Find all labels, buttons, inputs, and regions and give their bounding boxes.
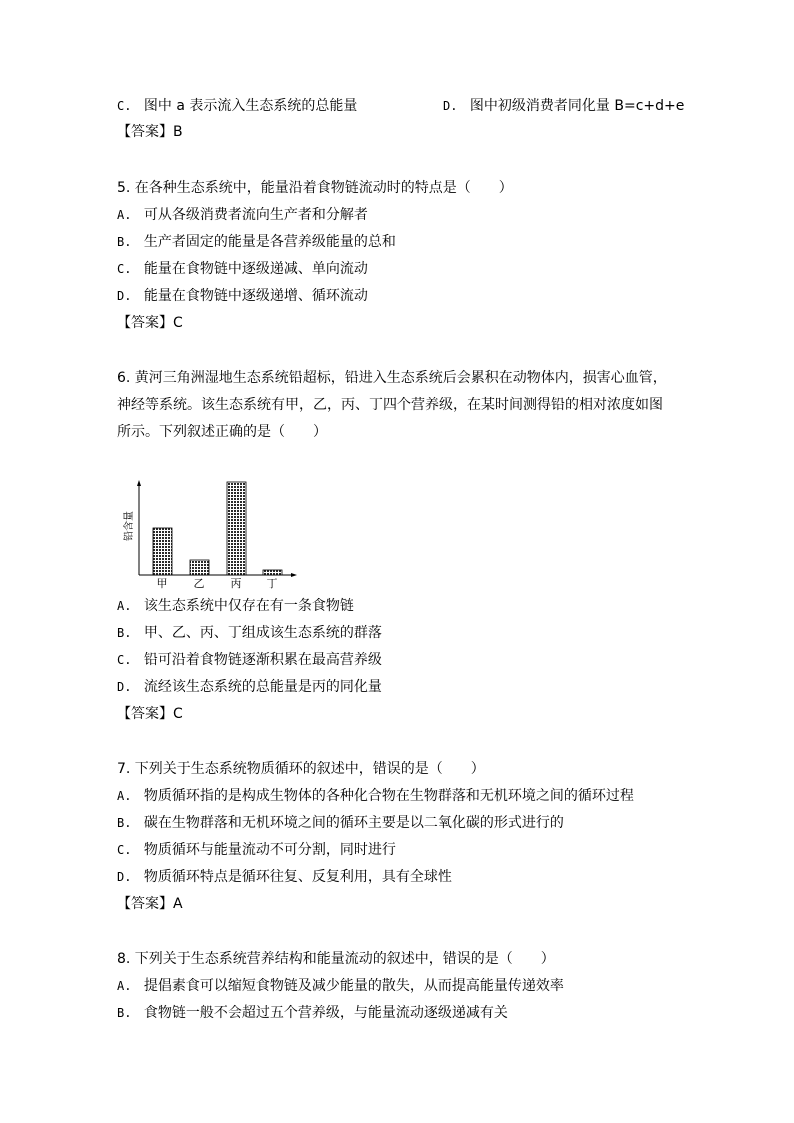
q7-option-a xyxy=(117,787,634,805)
option-label: A. xyxy=(117,979,132,993)
option-text: 物质循环指的是构成生物体的各种化合物在生物群落和无机环境之间的循环过程 xyxy=(143,788,634,804)
q8-option-b xyxy=(117,1004,508,1022)
option-label: C. xyxy=(117,843,132,857)
q6-option-d xyxy=(117,678,382,696)
option-text: 流经该生态系统的总能量是丙的同化量 xyxy=(143,679,382,695)
q5-option-a xyxy=(117,206,368,224)
q4-answer: 【答案】B xyxy=(117,124,183,140)
option-text: 可从各级消费者流向生产者和分解者 xyxy=(143,207,368,223)
bar-ding xyxy=(263,570,282,575)
q5-stem: 5. 在各种生态系统中，能量沿着食物链流动时的特点是（ ） xyxy=(117,180,513,196)
q7-option-b xyxy=(117,814,564,832)
option-label: A. xyxy=(117,208,132,222)
option-label: B. xyxy=(117,1006,132,1020)
option-text: 能量在食物链中逐级递增、循环流动 xyxy=(143,288,368,304)
option-label: D. xyxy=(117,870,132,884)
option-label: A. xyxy=(117,599,132,613)
option-text: 该生态系统中仅存在有一条食物链 xyxy=(143,598,354,614)
bar-jia xyxy=(153,528,172,575)
x-tick-label: 甲 xyxy=(156,577,168,590)
q8-option-a xyxy=(117,977,564,995)
q8-stem: 8. 下列关于生态系统营养结构和能量流动的叙述中，错误的是（ ） xyxy=(117,951,555,967)
option-text: 图中初级消费者同化量 B=c+d+e xyxy=(469,98,685,114)
option-label: D. xyxy=(117,289,132,303)
option-label: D. xyxy=(443,99,458,113)
option-text: 碳在生物群落和无机环境之间的循环主要是以二氧化碳的形式进行的 xyxy=(143,815,564,831)
option-text: 甲、乙、丙、丁组成该生态系统的群落 xyxy=(143,625,382,641)
q6-option-c xyxy=(117,651,382,669)
option-text: 能量在食物链中逐级递减、单向流动 xyxy=(143,261,368,277)
y-axis-label: 铅含量 xyxy=(124,511,135,541)
q6-answer: 【答案】C xyxy=(117,706,183,722)
x-tick-label: 丙 xyxy=(230,577,242,590)
q5-answer: 【答案】C xyxy=(117,315,183,331)
option-label: C. xyxy=(117,99,132,113)
bar-bing xyxy=(227,482,246,575)
q7-option-d xyxy=(117,868,452,886)
lead-concentration-bar-chart xyxy=(115,470,305,590)
q6-stem-line-2: 神经等系统。该生态系统有甲，乙，丙、丁四个营养级，在某时间测得铅的相对浓度如图 xyxy=(117,397,663,413)
option-label: C. xyxy=(117,262,132,276)
option-label: C. xyxy=(117,653,132,667)
q6-option-b xyxy=(117,624,382,642)
q6-option-a xyxy=(117,597,354,615)
option-text: 物质循环特点是循环往复、反复利用，具有全球性 xyxy=(143,869,452,885)
x-tick-label: 丁 xyxy=(266,577,278,590)
option-label: B. xyxy=(117,235,132,249)
x-tick-label: 乙 xyxy=(193,577,205,590)
option-label: D. xyxy=(117,680,132,694)
option-text: 图中 a 表示流入生态系统的总能量 xyxy=(143,98,358,114)
q5-option-c xyxy=(117,260,368,278)
bar-yi xyxy=(190,560,209,575)
option-text: 提倡素食可以缩短食物链及减少能量的散失，从而提高能量传递效率 xyxy=(143,978,564,994)
option-text: 生产者固定的能量是各营养级能量的总和 xyxy=(143,234,396,250)
q5-option-b xyxy=(117,233,396,251)
q4-option-c xyxy=(117,97,357,115)
option-label: B. xyxy=(117,816,132,830)
q6-stem-line-3: 所示。下列叙述正确的是（ ） xyxy=(117,424,327,440)
q4-option-d xyxy=(443,97,684,115)
option-label: A. xyxy=(117,789,132,803)
x-axis-arrow-icon xyxy=(291,573,297,577)
option-label: B. xyxy=(117,626,132,640)
q6-stem-line-1: 6. 黄河三角洲湿地生态系统铅超标，铅进入生态系统后会累积在动物体内，损害心血管， xyxy=(117,370,667,386)
q5-option-d xyxy=(117,287,368,305)
option-text: 铅可沿着食物链逐渐积累在最高营养级 xyxy=(143,652,382,668)
q7-stem: 7. 下列关于生态系统物质循环的叙述中，错误的是（ ） xyxy=(117,761,485,777)
q7-option-c xyxy=(117,841,396,859)
y-axis-arrow-icon xyxy=(137,480,141,486)
option-text: 食物链一般不会超过五个营养级，与能量流动逐级递减有关 xyxy=(143,1005,508,1021)
q7-answer: 【答案】A xyxy=(117,896,183,912)
option-text: 物质循环与能量流动不可分割，同时进行 xyxy=(143,842,396,858)
